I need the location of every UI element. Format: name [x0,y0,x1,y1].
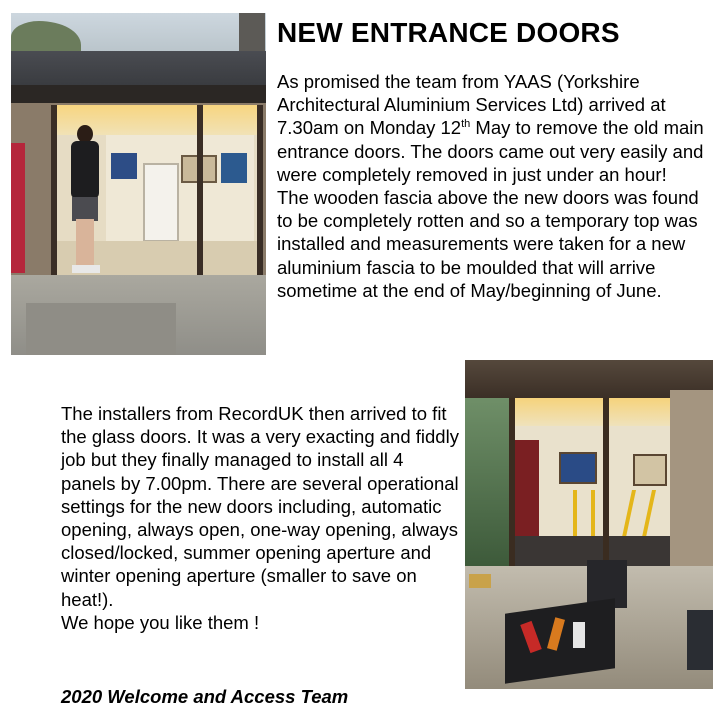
signature: 2020 Welcome and Access Team [61,686,349,707]
installation-text: The installers from RecordUK then arrived to fit the glass doors. It was a very exacting and fiddly job but they finally managed to install all 4 panels by 7.00pm. There are several operational settings for the new doors including, automatic opening, always open, one-way opening, always closed/locked, summer opening aperture and winter opening aperture (smaller to save on heat!). [61,403,459,610]
closing-text: We hope you like them ! [61,611,260,633]
removal-text: As promised the team from YAAS (Yorkshire Architectural Aluminium Services Ltd) arrived at 7.30am on Monday 12th May to remove the old main entrance doors. The doors came out very easily and were completely removed in just under an hour! [277,71,704,185]
page-title: NEW ENTRANCE DOORS [277,17,620,48]
intro-paragraph [277,70,707,302]
fascia-text: The wooden fascia above the new doors was found to be completely rotten and so a temporary top was installed and measurements were taken for a new aluminium fascia to be moulded that will arrive sometime at the end of May/beginning of June. [277,187,699,301]
new-doors-photo [465,360,713,689]
worker-figure [67,125,101,275]
door-removal-photo [11,13,266,355]
installation-paragraph [61,402,461,634]
